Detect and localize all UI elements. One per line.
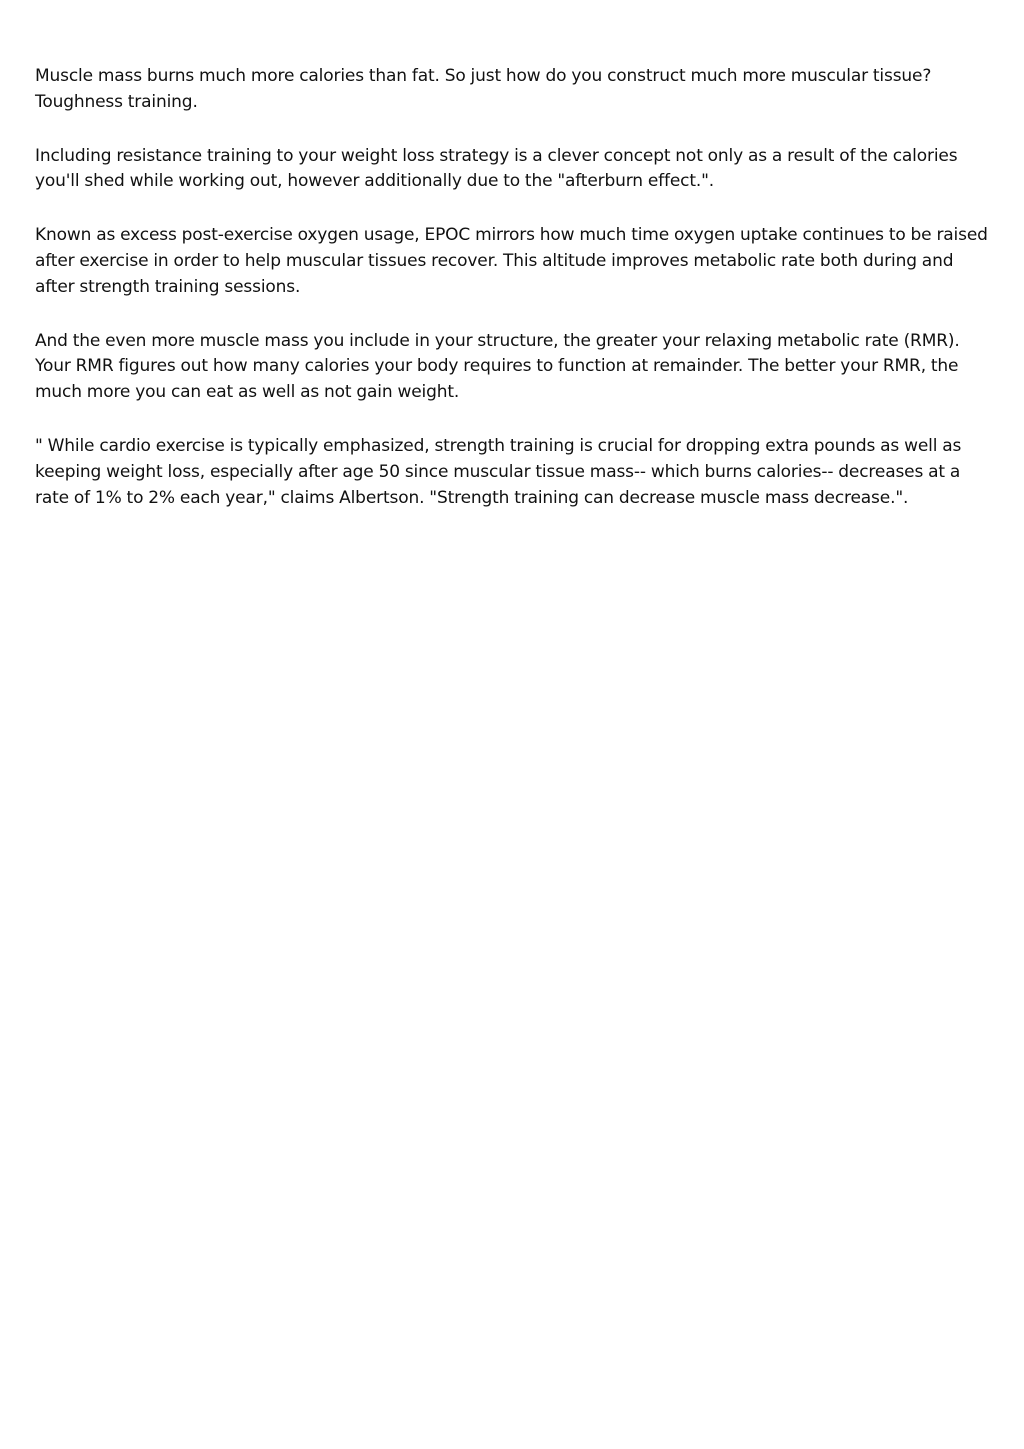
paragraph-1: Muscle mass burns much more calories than fat. So just how do you construct much more muscular tissue? Toughness training. [35,66,932,112]
paragraph-5: " While cardio exercise is typically emphasized, strength training is crucial for dropping extra pounds as well as keeping weight loss, especially after age 50 since muscular tissue mass-- which burns calories-- decreases at a rate of 1% to 2% each year," claims Albertson. "Strength training can decrease muscle mass decrease.". [35,435,962,508]
paragraph-2: Including resistance training to your weight loss strategy is a clever concept not only as a result of the calories you'll shed while working out, however additionally due to the "afterburn effect.". [35,145,958,192]
paragraph-4: And the even more muscle mass you include in your structure, the greater your relaxing metabolic rate (RMR). Your RMR figures out how many calories your body requires to function at remainder. The better your RMR, the much more you can eat as well as not gain weight. [35,330,960,403]
paragraph-3: Known as excess post-exercise oxygen usage, EPOC mirrors how much time oxygen uptake continues to be raised after exercise in order to help muscular tissues recover. This altitude improves metabolic rate both during and after strength training sessions. [35,225,988,297]
article-body [35,64,995,511]
